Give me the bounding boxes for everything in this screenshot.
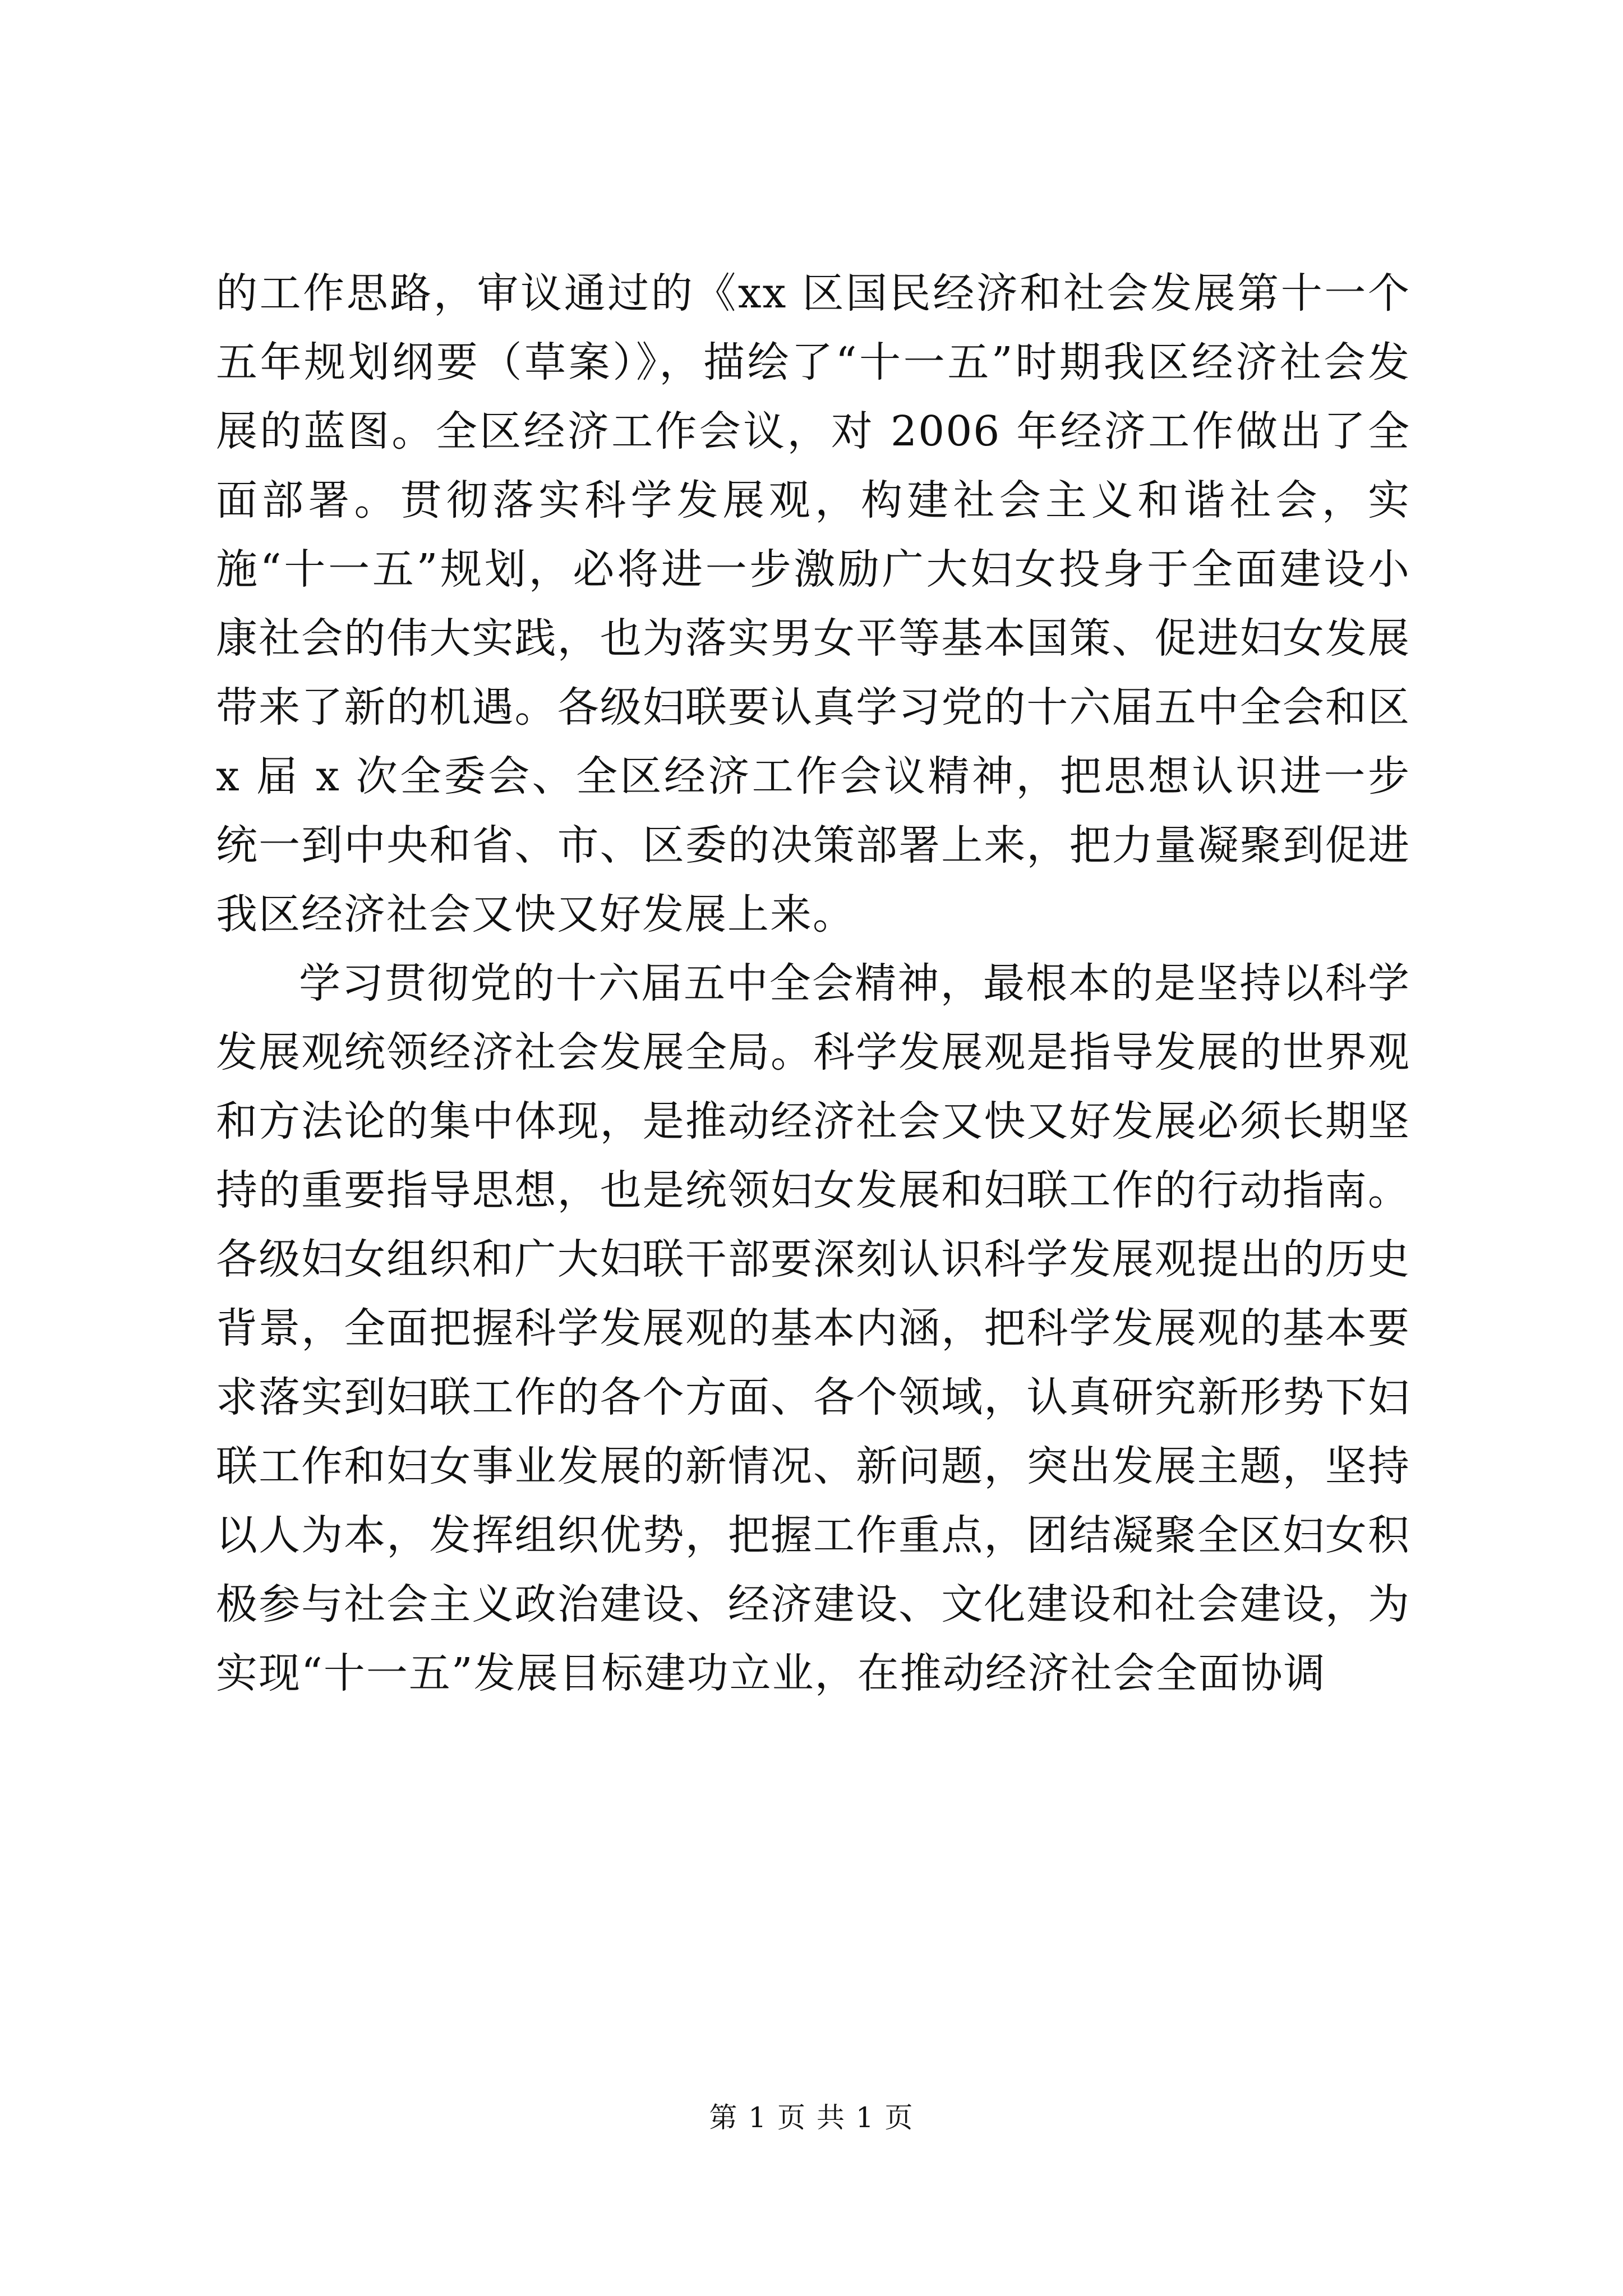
page-footer: 第 1 页 共 1 页 bbox=[709, 2101, 914, 2134]
paragraph-1: 的工作思路，审议通过的《xx 区国民经济和社会发展第十一个五年规划纲要（草案）》，描绘了“十一五”时期我区经济社会发展的蓝图。全区经济工作会议，对 2006 年经济工作做出了全面部署。贯彻落实科学发展观，构建社会主义和谐社会，实施“十一五”规划，必将进一步激励广大妇女投身于全面建设小康社会的伟大实践，也为落实男女平等基本国策、促进妇女发展带来了新的机遇。各级妇联要认真学习党的十六届五中全会和区 x 届 x 次全委会、全区经济工作会议精神，把思想认识进一步统一到中央和省、市、区委的决策部署上来，把力量凝聚到促进我区经济社会又快又好发展上来。 bbox=[216, 269, 1410, 938]
document-body bbox=[216, 259, 1410, 1708]
paragraph-2: 学习贯彻党的十六届五中全会精神，最根本的是坚持以科学发展观统领经济社会发展全局。科学发展观是指导发展的世界观和方法论的集中体现，是推动经济社会又快又好发展必须长期坚持的重要指导思想，也是统领妇女发展和妇联工作的行动指南。各级妇女组织和广大妇联干部要深刻认识科学发展观提出的历史背景，全面把握科学发展观的基本内涵，把科学发展观的基本要求落实到妇联工作的各个方面、各个领域，认真研究新形势下妇联工作和妇女事业发展的新情况、新问题，突出发展主题，坚持以人为本，发挥组织优势，把握工作重点，团结凝聚全区妇女积极参与社会主义政治建设、经济建设、文化建设和社会建设，为实现“十一五”发展目标建功立业，在推动经济社会全面协调 bbox=[216, 959, 1410, 1697]
